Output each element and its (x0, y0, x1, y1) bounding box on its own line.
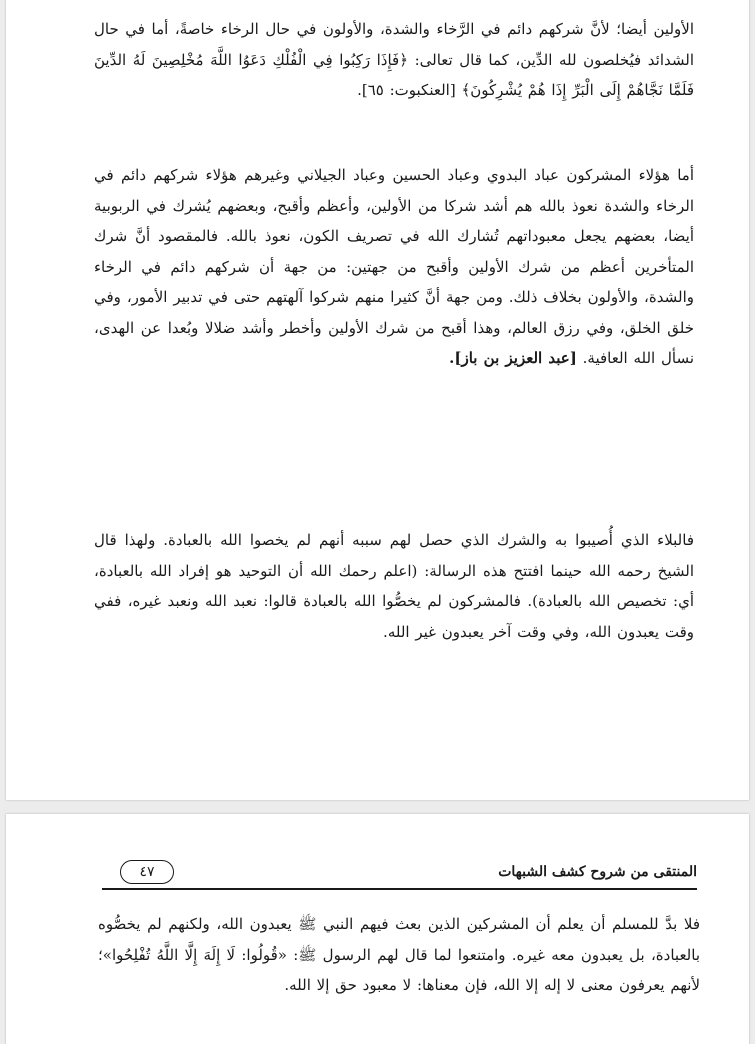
header-divider (102, 888, 697, 890)
paragraph-ibn-baz-commentary (94, 160, 694, 374)
attribution-ibn-baz: [عبد العزيز بن باز]. (449, 349, 577, 367)
paragraph-body: أما هؤلاء المشركون عباد البدوي وعباد الحسين وعباد الجيلاني وغيرهم هؤلاء شركهم دائم في الرخاء والشدة نعوذ بالله هم أشد شركا من الأولين، وأعظم وأقبح، وبعضهم يُشرك في الربوبية أيضا، بعضهم يجعل معبوداتهم تُشارك الله في تصريف الكون، نعوذ بالله. فالمقصود أنَّ شرك المتأخرين أعظم من شرك الأولين وأقبح من جهتين: من جهة أن شركهم دائم في الرخاء والشدة، والأولون بخلاف ذلك. ومن جهة أنَّ كثيرا منهم شركوا آلهتهم حتى في تدبير الأمور، وفي خلق الخلق، وفي رزق العالم، وهذا أقبح من شرك الأولين وأخطر وأشد ضلالا وبُعدا عن الهدى، نسأل الله العافية. (94, 166, 694, 367)
paragraph-text (94, 160, 694, 374)
paragraph-tawhid-definition (94, 525, 694, 647)
book-page-lower (6, 814, 749, 1044)
page-number-badge (120, 860, 174, 884)
book-page-upper (6, 0, 749, 800)
paragraph-shirk-comparison (94, 14, 694, 106)
paragraph-text: فلا بدَّ للمسلم أن يعلم أن المشركين الذين بعث فيهم النبي ﷺ يعبدون الله، ولكنهم لم يخصُّوه بالعبادة، بل يعبدون معه غيره. وامتنعوا لما قال لهم الرسول ﷺ: «قُولُوا: لَا إِلَهَ إِلَّا اللَّهُ تُفْلِحُوا»؛ لأنهم يعرفون معنى لا إله إلا الله، فإن معناها: لا معبود حق إلا الله. (98, 915, 700, 994)
page-number: ٤٧ (139, 864, 155, 880)
paragraph-text: فالبلاء الذي أُصيبوا به والشرك الذي حصل لهم سببه أنهم لم يخصوا الله بالعبادة. ولهذا قال الشيخ رحمه الله حينما افتتح هذه الرسالة: (اعلم رحمك الله أن التوحيد هو إفراد الله بالعبادة، أي: تخصيص الله بالعبادة). فالمشركون لم يخصُّوا الله بالعبادة قالوا: نعبد الله ونعبد غيره، ففي وقت يعبدون الله، وفي وقت آخر يعبدون غير الله. (94, 531, 694, 641)
paragraph-muslim-must-know (98, 909, 700, 1001)
book-title: المنتقى من شروح كشف الشبهات (498, 864, 697, 880)
paragraph-text: الأولين أيضا؛ لأنَّ شركهم دائم في الرَّخاء والشدة، والأولون في حال الرخاء خاصةً، أما في حال الشدائد فيُخلصون لله الدِّين، كما قال تعالى: ﴿فَإِذَا رَكِبُوا فِي الْفُلْكِ دَعَوُا اللَّهَ مُخْلِصِينَ لَهُ الدِّينَ فَلَمَّا نَجَّاهُمْ إِلَى الْبَرِّ إِذَا هُمْ يُشْرِكُونَ﴾ [العنكبوت: ٦٥]. (94, 20, 694, 99)
page-header (102, 858, 697, 890)
